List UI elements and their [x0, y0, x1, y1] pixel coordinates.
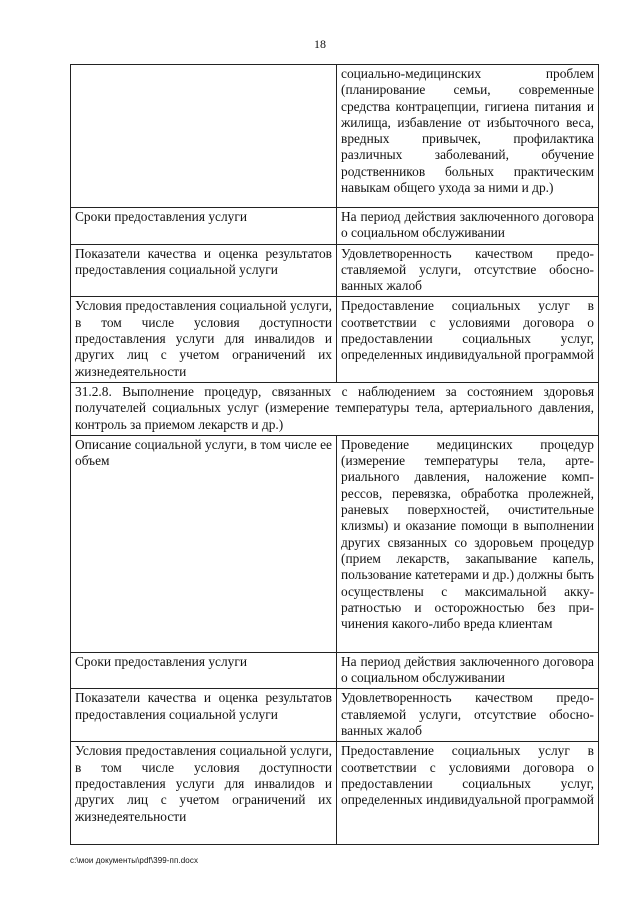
table-row: [71, 244, 599, 297]
row-label: Показатели качества и оценка результатов предоставления социальной услуги: [71, 244, 337, 297]
row-label: Условия предоставления социальной услуги, в том числе условия доступности предоставления услуги для инвалидов и других лиц с учетом ограничений их жизнедеятельности: [71, 742, 337, 845]
table-row: [71, 652, 599, 689]
row-value: социально-медицинских проблем (планирование семьи, современные средства контрацепции, гигиена питания и жилища, избавление от избыточного веса, вредных привычек, профилактика различных заболеваний, обучение родственников больных практическим навыкам общего ухода за ними и др.): [337, 65, 599, 208]
table-row: [71, 435, 599, 652]
section-heading-row: [71, 382, 599, 435]
services-table: [70, 64, 599, 845]
row-label: Сроки предоставления услуги: [71, 208, 337, 245]
row-label: Показатели качества и оценка результатов предоставления социальной услуги: [71, 689, 337, 742]
row-label: Условия предоставления социальной услуги, в том числе условия доступности предоставления услуги для инвалидов и других лиц с учетом ограничений их жизнедеятельности: [71, 297, 337, 382]
row-value: Предоставление социальных услуг в соответствии с условиями договора о предоставлении социальных услуг, определенных индивидуальной программой: [337, 742, 599, 845]
page-number: 18: [314, 37, 326, 51]
row-value: Удовлетворенность качеством предоставляемой услуги, отсутствие обоснованных жалоб: [337, 689, 599, 742]
file-path-footer: c:\мои документы\pdf\399-пп.docx: [70, 856, 199, 865]
row-label: Описание социальной услуги, в том числе ее объем: [71, 435, 337, 652]
row-label: Сроки предоставления услуги: [71, 652, 337, 689]
section-title: 31.2.8. Выполнение процедур, связанных с наблюдением за состоянием здоровья получателей социальных услуг (измерение температуры тела, артериального давления, контроль за приемом лекарств и др.): [71, 382, 599, 435]
table-row: [71, 689, 599, 742]
row-value: Удовлетворенность качеством предоставляемой услуги, отсутствие обоснованных жалоб: [337, 244, 599, 297]
table-row: [71, 742, 599, 845]
table-row: [71, 208, 599, 245]
row-value: Предоставление социальных услуг в соответствии с условиями договора о предоставлении социальных услуг, определенных индивидуальной программой: [337, 297, 599, 382]
row-label: [71, 65, 337, 208]
row-value: Проведение медицинских процедур (измерение температуры тела, артериального давления, наложение компрессов, перевязка, обработка пролежней, раневых поверхностей, очистительные клизмы) и оказание помощи в выполнении других связанных со здоровьем процедур (прием лекарств, закапывание капель, пользование катетерами и др.) должны быть осуществлены с максимальной аккуратностью и осторожностью без причинения какого-либо вреда клиентам: [337, 435, 599, 652]
row-value: На период действия заключенного договора о социальном обслуживании: [337, 208, 599, 245]
row-value: На период действия заключенного договора о социальном обслуживании: [337, 652, 599, 689]
table-row: [71, 297, 599, 382]
table-row: [71, 65, 599, 208]
